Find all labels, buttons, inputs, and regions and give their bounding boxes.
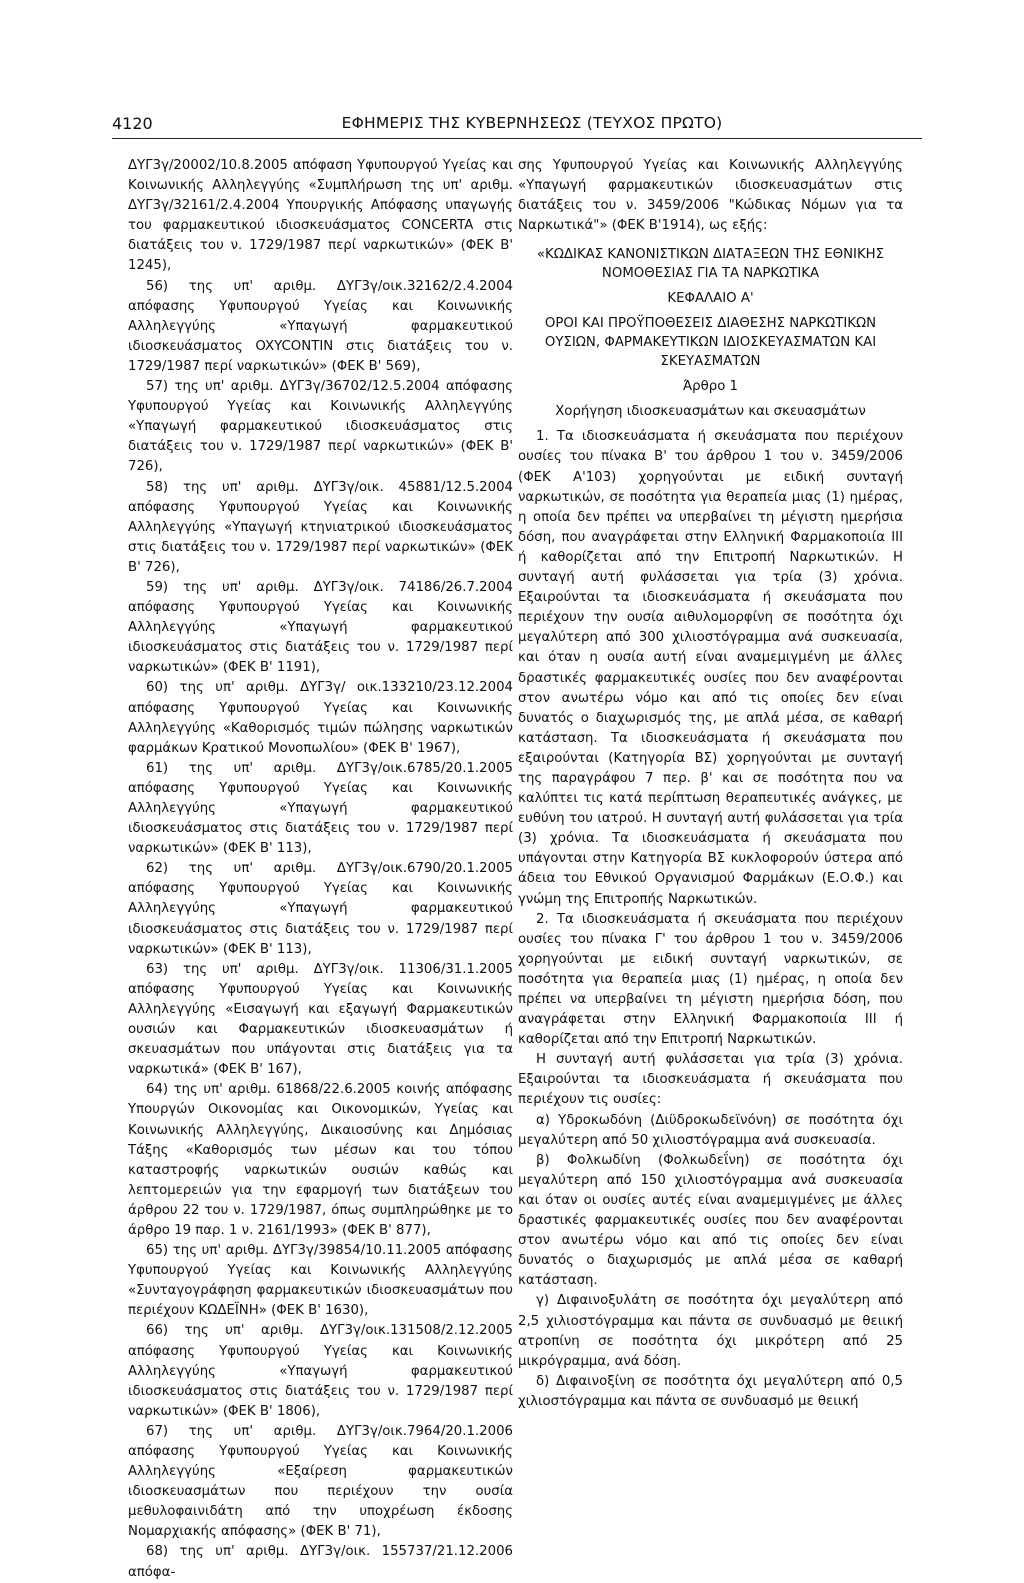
article-paragraph: γ) Διφαινοξυλάτη σε ποσότητα όχι μεγαλύτερη από 2,5 χιλιοστόγραμμα και πάντα σε συνδυασμό με θειική ατροπίνη σε ποσότητα όχι μικρότερη από 25 μικρόγραμμα, ανά δόση.: [518, 1293, 903, 1369]
chapter-title: ΟΡΟΙ ΚΑΙ ΠΡΟΫΠΟΘΕΣΕΙΣ ΔΙΑΘΕΣΗΣ ΝΑΡΚΩΤΙΚΩΝ ΟΥΣΙΩΝ, ΦΑΡΜΑΚΕΥΤΙΚΩΝ ΙΔΙΟΣΚΕΥΑΣΜΑΤΩΝ ΚΑΙ ΣΚΕΥΑΣΜΑΤΩΝ: [544, 316, 877, 370]
article-paragraph: 2. Τα ιδιοσκευάσματα ή σκευάσματα που περιέχουν ουσίες του πίνακα Γ' του άρθρου 1 του ν. 3459/2006 χορηγούνται με ειδική συνταγή ναρκωτικών, σε ποσότητα για θεραπεία μιας (1) ημέρας, η οποία δεν πρέπει να υπερβαίνει τη μέγιστη ημερήσια δόση, που αναγράφεται στην Ελληνική Φαρμακοποιία ΙΙΙ ή καθορίζεται από την Επιτροπή Ναρκωτικών.: [518, 911, 903, 1048]
article-title: Χορήγηση ιδιοσκευασμάτων και σκευασμάτων: [555, 404, 866, 420]
article-paragraph: δ) Διφαινοξίνη σε ποσότητα όχι μεγαλύτερη από 0,5 χιλιοστόγραμμα και πάντα σε συνδυασμό με θειική: [518, 1373, 903, 1409]
left-paragraph: 56) της υπ' αριθμ. ΔΥΓ3γ/οικ.32162/2.4.2004 απόφασης Υφυπουργού Υγείας και Κοινωνικής Αλληλεγγύης «Υπαγωγή φαρμακευτικού ιδιοσκευάσματος OXYCONTIN στις διατάξεις του ν. 1729/1987 περί ναρκωτικών» (ΦΕΚ Β' 569),: [128, 278, 513, 374]
continuation-paragraph: σης Υφυπουργού Υγείας και Κοινωνικής Αλληλεγγύης «Υπαγωγή φαρμακευτικών ιδιοσκευασμάτων στις διατάξεις του ν. 3459/2006 "Κώδικας Νόμων για τα Ναρκωτικά"» (ΦΕΚ Β'1914), ως εξής:: [518, 158, 903, 234]
article-paragraph: Η συνταγή αυτή φυλάσσεται για τρία (3) χρόνια. Εξαιρούνται τα ιδιοσκευάσματα ή σκευάσματα που περιέχουν τις ουσίες:: [518, 1052, 903, 1108]
article-paragraph: α) Υδροκωδόνη (Διϋδροκωδεϊνόνη) σε ποσότητα όχι μεγαλύτερη από 50 χιλιοστόγραμμα ανά συσκευασία.: [518, 1112, 903, 1148]
left-paragraph: 64) της υπ' αριθμ. 61868/22.6.2005 κοινής απόφασης Υπουργών Οικονομίας και Οικονομικών, Υγείας και Κοινωνικής Αλληλεγγύης, Δικαιοσύνης και Δημόσιας Τάξης «Καθορισμός των μέσων και του τόπου καταστροφής ναρκωτικών ουσιών καθώς και λεπτομερειών για την εφαρμογή των διατάξεων του άρθρου 22 του ν. 1729/1987, όπως συμπληρώθηκε με το άρθρο 19 παρ. 1 ν. 2161/1993» (ΦΕΚ Β' 877),: [128, 1082, 513, 1238]
left-paragraph: 58) της υπ' αριθμ. ΔΥΓ3γ/οικ. 45881/12.5.2004 απόφασης Υφυπουργού Υγείας και Κοινωνικής Αλληλεγγύης «Υπαγωγή κτηνιατρικού ιδιοσκευάσματος στις διατάξεις του ν. 1729/1987 περί ναρκωτικών» (ΦΕΚ Β' 726),: [128, 479, 513, 575]
left-paragraph: 61) της υπ' αριθμ. ΔΥΓ3γ/οικ.6785/20.1.2005 απόφασης Υφυπουργού Υγείας και Κοινωνικής Αλληλεγγύης «Υπαγωγή φαρμακευτικού ιδιοσκευάσματος στις διατάξεις του ν. 1729/1987 περί ναρκωτικών» (ΦΕΚ Β' 113),: [128, 760, 513, 857]
article-paragraph: β) Φολκωδίνη (Φολκωδεΐνη) σε ποσότητα όχι μεγαλύτερη από 150 χιλιοστόγραμμα ανά συσκευασία και όταν οι ουσίες αυτές είναι αναμεμιγμένες με άλλες δραστικές φαρμακευτικές ουσίες που δεν αναφέρονται στον ανωτέρω νόμο και από τις οποίες δεν είναι δυνατός ο διαχωρισμός με απλά μέσα σε καθαρή κατάσταση.: [518, 1152, 903, 1289]
left-paragraph: 65) της υπ' αριθμ. ΔΥΓ3γ/39854/10.11.2005 απόφασης Υφυπουργού Υγείας και Κοινωνικής Αλληλεγγύης «Συνταγογράφηση φαρμακευτικών ιδιοσκευασμάτων που περιέχουν ΚΩΔΕΪΝΗ» (ΦΕΚ Β' 1630),: [128, 1243, 513, 1319]
right-column: [518, 156, 903, 1412]
left-paragraph: ΔΥΓ3γ/20002/10.8.2005 απόφαση Υφυπουργού Υγείας και Κοινωνικής Αλληλεγγύης «Συμπλήρωση της υπ' αριθμ. ΔΥΓ3γ/32161/2.4.2004 Υπουργικής Απόφασης υπαγωγής του φαρμακευτικού ιδιοσκευάσματος CONCERTA στις διατάξεις του ν. 1729/1987 περί ναρκωτικών» (ΦΕΚ Β' 1245),: [128, 158, 513, 274]
chapter-heading: ΚΕΦΑΛΑΙΟ Α': [667, 291, 754, 307]
page-number: 4120: [112, 114, 153, 133]
journal-title: ΕΦΗΜΕΡΙΣ ΤΗΣ ΚΥΒΕΡΝΗΣΕΩΣ (ΤΕΥΧΟΣ ΠΡΩΤΟ): [341, 114, 723, 132]
left-paragraph: 62) της υπ' αριθμ. ΔΥΓ3γ/οικ.6790/20.1.2005 απόφασης Υφυπουργού Υγείας και Κοινωνικής Αλληλεγγύης «Υπαγωγή φαρμακευτικού ιδιοσκευάσματος στις διατάξεις του ν. 1729/1987 περί ναρκωτικών» (ΦΕΚ Β' 113),: [128, 861, 513, 957]
left-paragraph: 68) της υπ' αριθμ. ΔΥΓ3γ/οικ. 155737/21.12.2006 απόφα-: [128, 1544, 513, 1580]
left-paragraph: 66) της υπ' αριθμ. ΔΥΓ3γ/οικ.131508/2.12.2005 απόφασης Υφυπουργού Υγείας και Κοινωνικής Αλληλεγγύης «Υπαγωγή φαρμακευτικού ιδιοσκευάσματος στις διατάξεις του ν. 1729/1987 περί ναρκωτικών» (ΦΕΚ Β' 1806),: [128, 1323, 513, 1419]
left-paragraph: 67) της υπ' αριθμ. ΔΥΓ3γ/οικ.7964/20.1.2006 απόφασης Υφυπουργού Υγείας και Κοινωνικής Αλληλεγγύης «Εξαίρεση φαρμακευτικών ιδιοσκευασμάτων που περιέχουν την ουσία μεθυλοφαινιδάτη από την υποχρέωση έκδοσης Νομαρχιακής απόφασης» (ΦΕΚ Β' 71),: [128, 1423, 513, 1540]
left-paragraph: 60) της υπ' αριθμ. ΔΥΓ3γ/ οικ.133210/23.12.2004 απόφασης Υφυπουργού Υγείας και Κοινωνικής Αλληλεγγύης «Καθορισμός τιμών πώλησης ναρκωτικών φαρμάκων Κρατικού Μονοπωλίου» (ΦΕΚ Β' 1967),: [128, 680, 513, 756]
left-paragraph: 63) της υπ' αριθμ. ΔΥΓ3γ/οικ. 11306/31.1.2005 απόφασης Υφυπουργού Υγείας και Κοινωνικής Αλληλεγγύης «Εισαγωγή και εξαγωγή Φαρμακευτικών ουσιών και Φαρμακευτικών ιδιοσκευασμάτων ή σκευασμάτων που υπάγονται στις διατάξεις για τα ναρκωτικά» (ΦΕΚ Β' 167),: [128, 961, 513, 1078]
code-title: «ΚΩΔΙΚΑΣ ΚΑΝΟΝΙΣΤΙΚΩΝ ΔΙΑΤΑΞΕΩΝ ΤΗΣ ΕΘΝΙΚΗΣ ΝΟΜΟΘΕΣΙΑΣ ΓΙΑ ΤΑ ΝΑΡΚΩΤΙΚΑ: [536, 247, 885, 282]
left-column: [128, 156, 513, 1583]
left-paragraph: 59) της υπ' αριθμ. ΔΥΓ3γ/οικ. 74186/26.7.2004 απόφασης Υφυπουργού Υγείας και Κοινωνικής Αλληλεγγύης «Υπαγωγή φαρμακευτικού ιδιοσκευάσματος στις διατάξεις του ν. 1729/1987 περί ναρκωτικών» (ΦΕΚ Β' 1191),: [128, 579, 513, 676]
left-paragraph: 57) της υπ' αριθμ. ΔΥΓ3γ/36702/12.5.2004 απόφασης Υφυπουργού Υγείας και Κοινωνικής Αλληλεγγύης «Υπαγωγή φαρμακευτικού ιδιοσκευάσματος στις διατάξεις του ν. 1729/1987 περί ναρκωτικών» (ΦΕΚ Β' 726),: [128, 379, 513, 475]
article-heading: Άρθρο 1: [682, 379, 739, 395]
article-paragraph: 1. Τα ιδιοσκευάσματα ή σκευάσματα που περιέχουν ουσίες του πίνακα Β' του άρθρου 1 του ν. 3459/2006 (ΦΕΚ Α'103) χορηγούνται με ειδική συνταγή ναρκωτικών, σε ποσότητα για θεραπεία μιας (1) ημέρας, η οποία δεν πρέπει να υπερβαίνει τη μέγιστη ημερήσια δόση, που αναγράφεται στην Ελληνική Φαρμακοποιία ΙΙΙ ή καθορίζεται από την Επιτροπή Ναρκωτικών. Η συνταγή αυτή φυλάσσεται για τρία (3) χρόνια. Εξαιρούνται τα ιδιοσκευάσματα ή σκευάσματα που περιέχουν την ουσία αιθυλομορφίνη σε ποσότητα όχι μεγαλύτερη από 300 χιλιοστόγραμμα ανά συσκευασία, και όταν η ουσία αυτή είναι αναμεμιγμένη με άλλες δραστικές φαρμακευτικές ουσίες που δεν αναφέρονται στον ανωτέρω νόμο και από τις οποίες δεν είναι δυνατός ο διαχωρισμός της, με απλά μέσα, σε καθαρή κατάσταση. Τα ιδιοσκευάσματα ή σκευάσματα που εξαιρούνται (Κατηγορία ΒΣ) χορηγούνται με συνταγή της παραγράφου 7 περ. β' και σε ποσότητα που να καλύπτει τις κατά περίπτωση θεραπευτικές ανάγκες, με ευθύνη του ιατρού. Η συνταγή αυτή φυλάσσεται για τρία (3) χρόνια. Τα ιδιοσκευάσματα ή σκευάσματα που υπάγονται στην Κατηγορία ΒΣ κυκλοφορούν ύστερα από άδεια του Εθνικού Οργανισμού Φαρμάκων (Ε.Ο.Φ.) και γνώμη της Επιτροπής Ναρκωτικών.: [518, 429, 903, 907]
page-header: [112, 112, 922, 139]
